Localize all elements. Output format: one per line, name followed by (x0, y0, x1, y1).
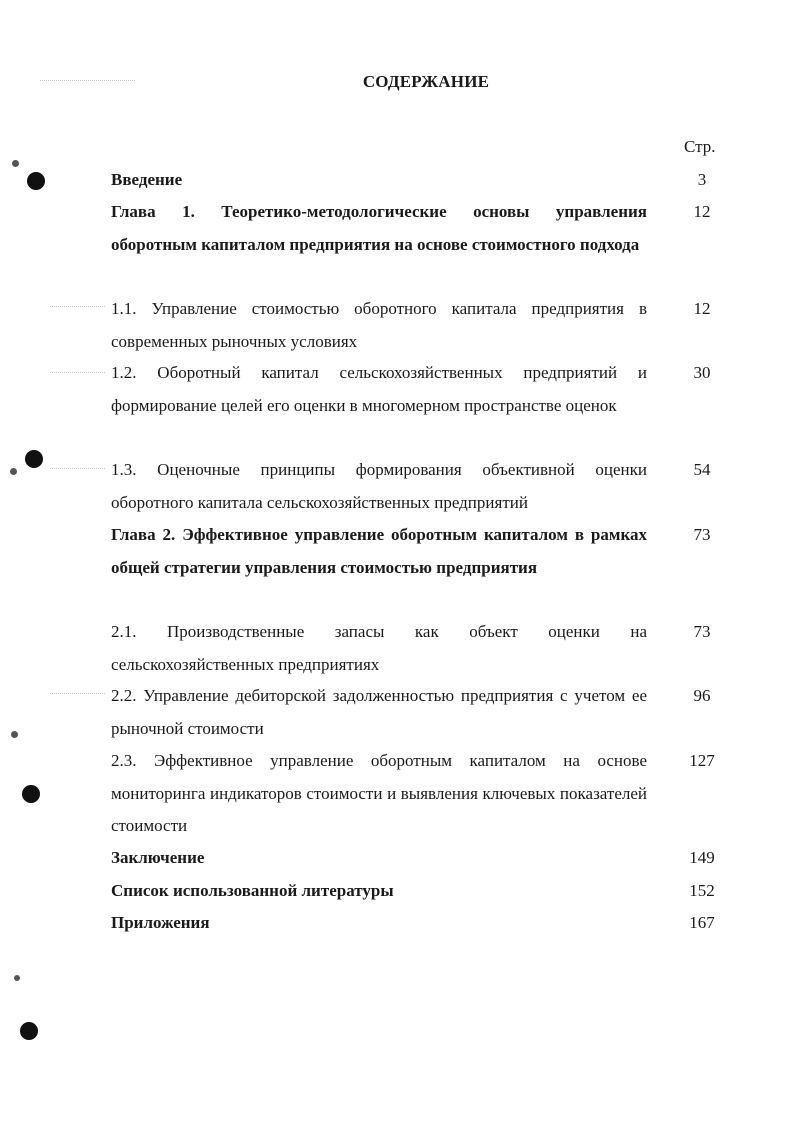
scan-noise (50, 306, 105, 309)
scan-speck (14, 975, 20, 981)
toc-entry (111, 745, 647, 843)
toc-entry-text: 1.3. Оценочные принципы формирования объективной оценки оборотного капитала сельскохозяйственных предприятий (111, 460, 647, 512)
scan-speck (11, 731, 18, 738)
page-column-header: Стр. (684, 137, 716, 156)
toc-page-number: 73 (693, 525, 711, 544)
scan-speck (12, 160, 19, 167)
binder-hole-1 (27, 172, 45, 190)
toc-entry (111, 680, 647, 745)
toc-entry (111, 907, 647, 940)
toc-entry-text: 1.2. Оборотный капитал сельскохозяйственных предприятий и формирование целей его оценки в многомерном пространстве оценок (111, 363, 647, 415)
toc-entry (111, 875, 647, 908)
toc-entry-text: Приложения (111, 913, 210, 932)
scan-noise (50, 693, 105, 696)
toc-entry-text: 2.3. Эффективное управление оборотным капиталом на основе мониторинга индикаторов стоимости и выявления ключевых показателей стоимости (111, 751, 647, 835)
toc-page-number: 12 (693, 202, 711, 221)
toc-entry (111, 454, 647, 519)
toc-page-number: 127 (689, 751, 715, 770)
toc-entry (111, 616, 647, 681)
toc-page-number: 96 (693, 686, 711, 705)
scan-speck (10, 468, 17, 475)
page-title: СОДЕРЖАНИЕ (362, 72, 490, 91)
toc-entry-text: Заключение (111, 848, 205, 867)
scan-noise (50, 372, 105, 375)
toc-entry (111, 196, 647, 261)
toc-entry (111, 293, 647, 358)
toc-entry (111, 164, 647, 197)
toc-entry-text: 2.1. Производственные запасы как объект оценки на сельскохозяйственных предприятиях (111, 622, 647, 674)
toc-entry-text: 1.1. Управление стоимостью оборотного капитала предприятия в современных рыночных условиях (111, 299, 647, 351)
toc-entry (111, 842, 647, 875)
toc-entry (111, 519, 647, 584)
toc-entry (111, 357, 647, 422)
toc-entry-text: Глава 2. Эффективное управление оборотным капиталом в рамках общей стратегии управления стоимостью предприятия (111, 525, 647, 577)
toc-entry-text: 2.2. Управление дебиторской задолженностью предприятия с учетом ее рыночной стоимости (111, 686, 647, 738)
scan-noise (50, 468, 105, 471)
toc-entry-text: Введение (111, 170, 183, 189)
toc-entry-text: Глава 1. Теоретико-методологические основы управления оборотным капиталом предприятия на основе стоимостного подхода (111, 202, 647, 254)
binder-hole-4 (20, 1022, 38, 1040)
toc-page-number: 54 (693, 460, 711, 479)
toc-page-number: 3 (697, 170, 707, 189)
binder-hole-2 (25, 450, 43, 468)
toc-page-number: 30 (693, 363, 711, 382)
toc-entry-text: Список использованной литературы (111, 881, 394, 900)
toc-page-number: 149 (689, 848, 715, 867)
toc-page-number: 167 (689, 913, 715, 932)
toc-page-number: 73 (693, 622, 711, 641)
toc-page-number: 12 (693, 299, 711, 318)
toc-page-number: 152 (689, 881, 715, 900)
binder-hole-3 (22, 785, 40, 803)
